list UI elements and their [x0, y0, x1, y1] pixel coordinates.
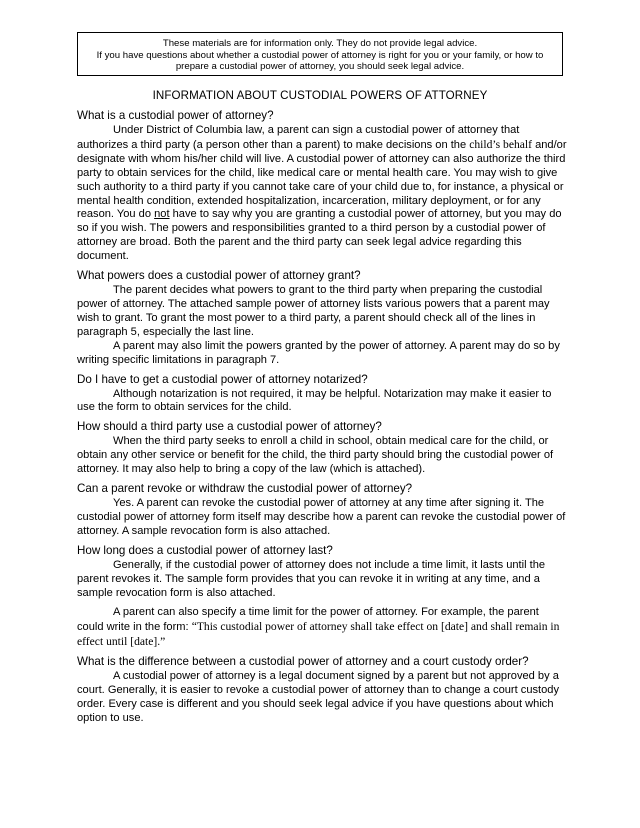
document-body — [77, 109, 567, 731]
section-heading: What powers does a custodial power of attorney grant? — [77, 269, 361, 283]
section-notarized — [77, 373, 567, 416]
section-paragraph: The parent decides what powers to grant to the third party when preparing the custodial power of attorney. The attached sample power of attorney lists various powers that a parent may wish to grant. To grant the most power to a third party, a parent should check all of the lines in paragraph 5, especially the last line. — [77, 284, 550, 338]
disclaimer-box — [77, 32, 563, 76]
section-heading: Do I have to get a custodial power of attorney notarized? — [77, 372, 368, 386]
section-revoke — [77, 482, 567, 539]
section-what-powers — [77, 269, 567, 367]
document-title: INFORMATION ABOUT CUSTODIAL POWERS OF ATTORNEY — [152, 89, 488, 102]
section-heading: Can a parent revoke or withdraw the custodial power of attorney? — [77, 482, 413, 496]
section-paragraph: Generally, if the custodial power of attorney does not include a time limit, it lasts until the parent revokes it. The sample form provides that you can revoke it in writing at any time, and a sample revocation form is also attached. — [77, 558, 546, 599]
section-how-to-use — [77, 420, 567, 477]
section-what-is — [77, 109, 567, 264]
section-heading: What is the difference between a custodial power of attorney and a court custody order? — [77, 655, 529, 669]
section-paragraph: A parent may also limit the powers granted by the power of attorney. A parent may do so by writing specific limitations in paragraph 7. — [77, 339, 560, 366]
section-paragraph: When the third party seeks to enroll a child in school, obtain medical care for the child, or obtain any other service or benefit for the child, the third party should bring the custodial power of attorney. It may also help to bring a copy of the law (which is attached). — [77, 435, 554, 476]
section-paragraph: Although notarization is not required, it may be helpful. Notarization may make it easier to use the form to obtain services for the child. — [77, 387, 552, 414]
disclaimer-line-2: If you have questions about whether a custodial power of attorney is right for you or your family, or how to prepare a custodial power of attorney, you should seek legal advice. — [96, 49, 544, 73]
section-paragraph: Under District of Columbia law, a parent can sign a custodial power of attorney that authorizes a third party (a person other than a parent) to make decisions on the child’s behalf and/or designate with whom his/her child will live. A custodial power of attorney can also authorize the third party to obtain services for the child, like medical care or mental health care. You may wish to give such authority to a third party if you cannot take care of your child due to, for instance, a physical or mental health condition, extended hospitalization, incarceration, military deployment, or for any reason. You do not have to say why you are granting a custodial power of attorney, but you may do so if you wish. The powers and responsibilities granted to a third person by a custodial power of attorney are broad. Both the parent and the third party can seek legal advice regarding this document. — [77, 124, 567, 263]
section-heading: How long does a custodial power of attorney last? — [77, 543, 333, 557]
section-paragraph: A custodial power of attorney is a legal document signed by a parent but not approved by a court. Generally, it is easier to revoke a custodial power of attorney than to change a court custody order. Every case is different and you should seek legal advice if you have questions about which option to use. — [77, 670, 560, 724]
section-paragraph: Yes. A parent can revoke the custodial power of attorney at any time after signing it. The custodial power of attorney form itself may describe how a parent can revoke the custodial power of attorney. A sample revocation form is also attached. — [77, 497, 566, 537]
section-difference — [77, 655, 567, 726]
section-heading: How should a third party use a custodial power of attorney? — [77, 420, 382, 434]
section-paragraph: A parent can also specify a time limit for the power of attorney. For example, the parent could write in the form: “This custodial power of attorney shall take effect on [date] and shall remain in effect until [date].” — [77, 606, 560, 649]
disclaimer-line-1: These materials are for information only. They do not provide legal advice. — [162, 38, 478, 49]
section-heading: What is a custodial power of attorney? — [77, 109, 274, 122]
section-how-long — [77, 544, 567, 650]
